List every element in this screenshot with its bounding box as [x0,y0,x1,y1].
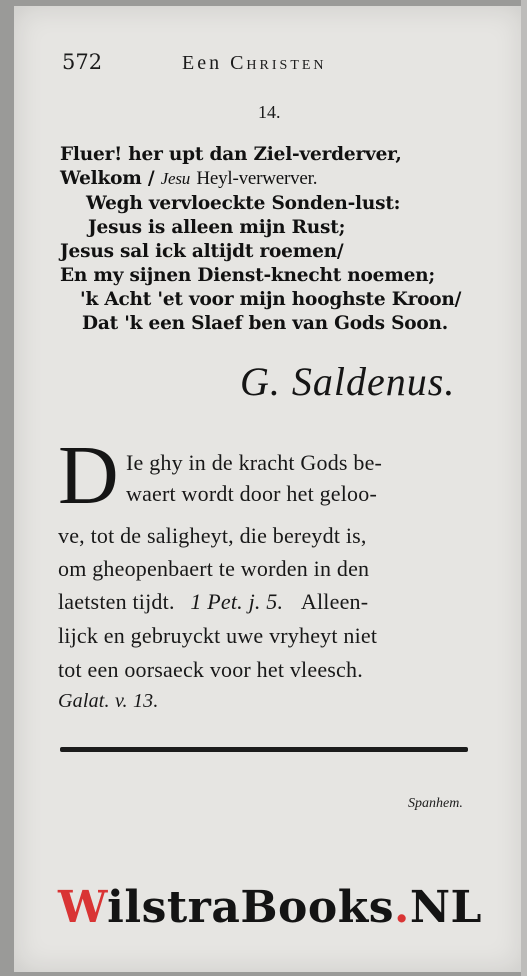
stanza-number: 14. [258,102,281,122]
passage-line-3: ve, tot de saligheyt, die bereydt is, [58,523,367,548]
passage-line-2: waert wordt door het geloo- [126,481,377,506]
drop-cap: D [58,429,119,522]
author-signature: G. Saldenus. [240,359,456,404]
passage-line-5 [58,589,368,615]
running-title [182,52,327,75]
poem-line-6: En my sijnen Dienst-knecht noemen; [60,265,436,286]
page-header [14,50,524,80]
watermark-logo [58,882,482,933]
passage-line-1: Ie ghy in de kracht Gods be- [126,450,383,475]
poem-line-4: Jesus is alleen mijn Rust; [88,217,346,238]
passage-line-5-c: Alleen- [300,589,369,614]
passage-line-7: tot een oorsaeck voor het vleesch. [58,657,363,682]
poem-line-8: Dat 'k een Slaef ben van Gods Soon. [82,313,448,334]
passage-line-6: lijck en gebruyckt uwe vryheyt niet [58,623,378,648]
page-edge-shadow [521,0,527,976]
poem-line-3: Wegh vervloeckte Sonden-lust: [86,193,401,214]
watermark-part-3: NL [409,882,482,933]
watermark-part-1: W [58,882,108,933]
poem-line-7: 'k Acht 'et voor mijn hooghste Kroon/ [80,289,462,310]
horizontal-rule [60,747,468,752]
poem-line-2 [60,168,317,190]
running-title-second: Christen [230,52,327,74]
poem-line-1: Fluer! her upt dan Ziel-verderver, [60,144,402,165]
watermark-dot: . [394,882,410,933]
poem-line-2-a: Welkom / [60,168,155,189]
passage-line-5-a: laetsten tijdt. [58,589,175,614]
running-title-first: Een [182,52,223,74]
poem-line-2-b: Jesu [160,169,191,188]
poem-line-2-c: Heyl-verwerver. [196,168,318,189]
scripture-reference-peter: 1 Pet. j. 5. [190,589,284,614]
watermark-part-2: ilstraBooks [107,882,394,933]
catchword: Spanhem. [408,796,463,811]
passage-line-4: om gheopenbaert te worden in den [58,556,370,581]
poem-line-5: Jesus sal ick altijdt roemen/ [60,241,344,262]
book-page [14,6,524,972]
scripture-reference-galatians: Galat. v. 13. [58,690,159,712]
page-number: 572 [62,50,103,74]
